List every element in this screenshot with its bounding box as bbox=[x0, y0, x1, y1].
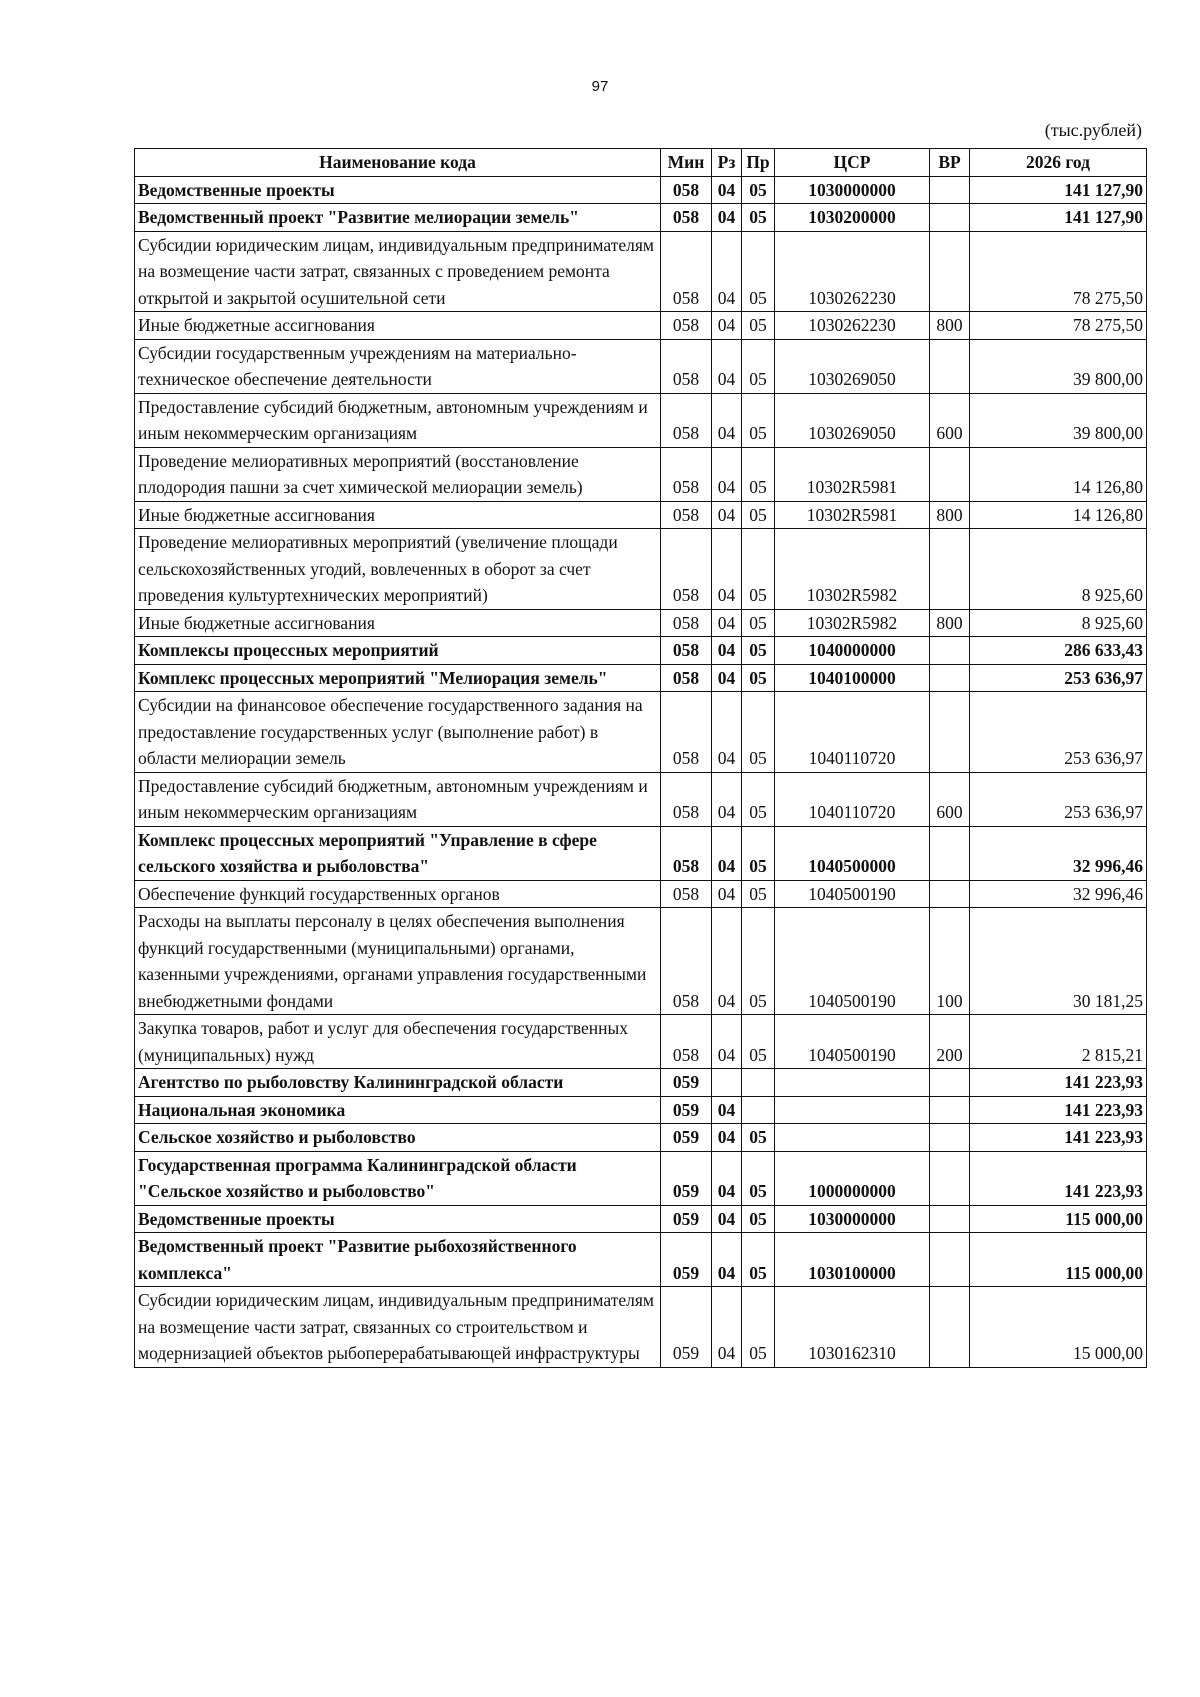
table-row bbox=[135, 609, 1147, 637]
cell-csr: 1030262230 bbox=[775, 312, 930, 340]
header-min: Мин bbox=[661, 149, 712, 177]
cell-pr: 05 bbox=[742, 1233, 775, 1287]
cell-rz: 04 bbox=[712, 1124, 742, 1152]
table-row bbox=[135, 204, 1147, 232]
cell-name: Расходы на выплаты персоналу в целях обеспечения выполнения функций государственными (муниципальными) органами, казенными учреждениями, органами управления государственными внебюджетными фондами bbox=[135, 908, 661, 1015]
cell-min: 058 bbox=[661, 637, 712, 665]
table-row bbox=[135, 176, 1147, 204]
cell-sum: 8 925,60 bbox=[970, 609, 1147, 637]
cell-min: 058 bbox=[661, 204, 712, 232]
cell-csr: 10302R5982 bbox=[775, 529, 930, 610]
cell-pr: 05 bbox=[742, 772, 775, 826]
cell-vr: 600 bbox=[930, 393, 970, 447]
cell-pr: 05 bbox=[742, 880, 775, 908]
cell-min: 059 bbox=[661, 1205, 712, 1233]
cell-name: Предоставление субсидий бюджетным, автономным учреждениям и иным некоммерческим организациям bbox=[135, 393, 661, 447]
cell-name: Сельское хозяйство и рыболовство bbox=[135, 1124, 661, 1152]
cell-csr bbox=[775, 1096, 930, 1124]
cell-min: 058 bbox=[661, 664, 712, 692]
cell-sum: 253 636,97 bbox=[970, 664, 1147, 692]
cell-min: 059 bbox=[661, 1124, 712, 1152]
table-row bbox=[135, 692, 1147, 773]
cell-sum: 115 000,00 bbox=[970, 1205, 1147, 1233]
cell-min: 059 bbox=[661, 1151, 712, 1205]
cell-sum: 30 181,25 bbox=[970, 908, 1147, 1015]
cell-pr: 05 bbox=[742, 1124, 775, 1152]
cell-rz: 04 bbox=[712, 1287, 742, 1368]
cell-min: 058 bbox=[661, 908, 712, 1015]
cell-pr: 05 bbox=[742, 692, 775, 773]
cell-name: Ведомственные проекты bbox=[135, 176, 661, 204]
cell-rz: 04 bbox=[712, 529, 742, 610]
cell-name: Проведение мелиоративных мероприятий (увеличение площади сельскохозяйственных угодий, вовлеченных в оборот за счет проведения культуртехнических мероприятий) bbox=[135, 529, 661, 610]
cell-sum: 78 275,50 bbox=[970, 312, 1147, 340]
cell-name: Субсидии юридическим лицам, индивидуальным предпринимателям на возмещение части затрат, связанных с проведением ремонта открытой и закрытой осушительной сети bbox=[135, 231, 661, 312]
table-row bbox=[135, 1205, 1147, 1233]
cell-sum: 2 815,21 bbox=[970, 1015, 1147, 1069]
table-row bbox=[135, 1096, 1147, 1124]
cell-csr: 1040500190 bbox=[775, 908, 930, 1015]
cell-rz: 04 bbox=[712, 339, 742, 393]
cell-sum: 14 126,80 bbox=[970, 501, 1147, 529]
cell-min: 058 bbox=[661, 1015, 712, 1069]
cell-csr: 10302R5982 bbox=[775, 609, 930, 637]
cell-csr: 1040500190 bbox=[775, 1015, 930, 1069]
cell-min: 058 bbox=[661, 231, 712, 312]
cell-name: Комплексы процессных мероприятий bbox=[135, 637, 661, 665]
cell-vr: 800 bbox=[930, 312, 970, 340]
cell-csr: 1040500190 bbox=[775, 880, 930, 908]
cell-sum: 39 800,00 bbox=[970, 393, 1147, 447]
cell-pr bbox=[742, 1096, 775, 1124]
cell-pr: 05 bbox=[742, 231, 775, 312]
cell-rz: 04 bbox=[712, 637, 742, 665]
cell-rz bbox=[712, 1069, 742, 1097]
table-row bbox=[135, 664, 1147, 692]
cell-min: 059 bbox=[661, 1287, 712, 1368]
cell-vr bbox=[930, 664, 970, 692]
cell-min: 058 bbox=[661, 826, 712, 880]
cell-pr: 05 bbox=[742, 826, 775, 880]
cell-vr bbox=[930, 826, 970, 880]
cell-min: 058 bbox=[661, 447, 712, 501]
cell-vr bbox=[930, 1151, 970, 1205]
cell-vr bbox=[930, 204, 970, 232]
cell-csr: 1040110720 bbox=[775, 772, 930, 826]
cell-vr bbox=[930, 529, 970, 610]
cell-name: Иные бюджетные ассигнования bbox=[135, 312, 661, 340]
cell-sum: 8 925,60 bbox=[970, 529, 1147, 610]
cell-csr: 10302R5981 bbox=[775, 447, 930, 501]
cell-vr: 800 bbox=[930, 609, 970, 637]
cell-pr: 05 bbox=[742, 501, 775, 529]
cell-csr: 1030262230 bbox=[775, 231, 930, 312]
table-row bbox=[135, 501, 1147, 529]
cell-min: 058 bbox=[661, 393, 712, 447]
cell-min: 058 bbox=[661, 529, 712, 610]
cell-pr: 05 bbox=[742, 447, 775, 501]
header-rz: Рз bbox=[712, 149, 742, 177]
cell-sum: 15 000,00 bbox=[970, 1287, 1147, 1368]
cell-rz: 04 bbox=[712, 880, 742, 908]
table-row bbox=[135, 312, 1147, 340]
cell-csr: 1030269050 bbox=[775, 393, 930, 447]
cell-sum: 141 127,90 bbox=[970, 176, 1147, 204]
table-row bbox=[135, 1069, 1147, 1097]
cell-vr: 800 bbox=[930, 501, 970, 529]
table-row bbox=[135, 529, 1147, 610]
cell-name: Субсидии на финансовое обеспечение государственного задания на предоставление государственных услуг (выполнение работ) в области мелиорации земель bbox=[135, 692, 661, 773]
cell-csr: 1040000000 bbox=[775, 637, 930, 665]
cell-name: Обеспечение функций государственных органов bbox=[135, 880, 661, 908]
cell-name: Комплекс процессных мероприятий "Управление в сфере сельского хозяйства и рыболовства" bbox=[135, 826, 661, 880]
cell-pr bbox=[742, 1069, 775, 1097]
cell-sum: 115 000,00 bbox=[970, 1233, 1147, 1287]
cell-rz: 04 bbox=[712, 204, 742, 232]
cell-pr: 05 bbox=[742, 529, 775, 610]
cell-sum: 32 996,46 bbox=[970, 880, 1147, 908]
cell-name: Субсидии государственным учреждениям на материально-техническое обеспечение деятельности bbox=[135, 339, 661, 393]
cell-sum: 141 223,93 bbox=[970, 1096, 1147, 1124]
cell-sum: 253 636,97 bbox=[970, 772, 1147, 826]
cell-rz: 04 bbox=[712, 393, 742, 447]
table-row bbox=[135, 1287, 1147, 1368]
cell-pr: 05 bbox=[742, 609, 775, 637]
cell-rz: 04 bbox=[712, 664, 742, 692]
cell-pr: 05 bbox=[742, 204, 775, 232]
cell-vr bbox=[930, 339, 970, 393]
table-row bbox=[135, 826, 1147, 880]
cell-sum: 286 633,43 bbox=[970, 637, 1147, 665]
cell-csr: 1030162310 bbox=[775, 1287, 930, 1368]
cell-pr: 05 bbox=[742, 637, 775, 665]
cell-rz: 04 bbox=[712, 609, 742, 637]
cell-vr bbox=[930, 1096, 970, 1124]
cell-name: Предоставление субсидий бюджетным, автономным учреждениям и иным некоммерческим организациям bbox=[135, 772, 661, 826]
cell-name: Иные бюджетные ассигнования bbox=[135, 501, 661, 529]
table-row bbox=[135, 772, 1147, 826]
cell-rz: 04 bbox=[712, 176, 742, 204]
cell-pr: 05 bbox=[742, 908, 775, 1015]
cell-min: 058 bbox=[661, 501, 712, 529]
cell-vr: 100 bbox=[930, 908, 970, 1015]
cell-name: Ведомственный проект "Развитие мелиорации земель" bbox=[135, 204, 661, 232]
cell-csr: 1000000000 bbox=[775, 1151, 930, 1205]
table-row bbox=[135, 637, 1147, 665]
cell-rz: 04 bbox=[712, 501, 742, 529]
cell-pr: 05 bbox=[742, 393, 775, 447]
cell-min: 058 bbox=[661, 772, 712, 826]
cell-rz: 04 bbox=[712, 908, 742, 1015]
cell-rz: 04 bbox=[712, 1205, 742, 1233]
cell-name: Ведомственные проекты bbox=[135, 1205, 661, 1233]
header-csr: ЦСР bbox=[775, 149, 930, 177]
cell-pr: 05 bbox=[742, 1287, 775, 1368]
cell-vr bbox=[930, 231, 970, 312]
header-sum: 2026 год bbox=[970, 149, 1147, 177]
cell-sum: 78 275,50 bbox=[970, 231, 1147, 312]
cell-csr: 1030100000 bbox=[775, 1233, 930, 1287]
table-row bbox=[135, 1124, 1147, 1152]
cell-csr: 1030269050 bbox=[775, 339, 930, 393]
table-row bbox=[135, 1233, 1147, 1287]
cell-csr: 1040110720 bbox=[775, 692, 930, 773]
cell-name: Комплекс процессных мероприятий "Мелиорация земель" bbox=[135, 664, 661, 692]
cell-min: 059 bbox=[661, 1233, 712, 1287]
cell-csr: 1040100000 bbox=[775, 664, 930, 692]
cell-rz: 04 bbox=[712, 312, 742, 340]
page-number: 97 bbox=[591, 78, 609, 95]
cell-pr: 05 bbox=[742, 1151, 775, 1205]
cell-vr bbox=[930, 1069, 970, 1097]
table-row bbox=[135, 393, 1147, 447]
cell-csr: 1030200000 bbox=[775, 204, 930, 232]
cell-vr: 200 bbox=[930, 1015, 970, 1069]
budget-table bbox=[134, 148, 1147, 1368]
cell-rz: 04 bbox=[712, 447, 742, 501]
cell-pr: 05 bbox=[742, 1015, 775, 1069]
cell-sum: 14 126,80 bbox=[970, 447, 1147, 501]
cell-sum: 141 223,93 bbox=[970, 1151, 1147, 1205]
cell-csr bbox=[775, 1069, 930, 1097]
cell-sum: 141 127,90 bbox=[970, 204, 1147, 232]
cell-name: Закупка товаров, работ и услуг для обеспечения государственных (муниципальных) нужд bbox=[135, 1015, 661, 1069]
cell-vr bbox=[930, 1233, 970, 1287]
table-row bbox=[135, 339, 1147, 393]
cell-name: Агентство по рыболовству Калининградской области bbox=[135, 1069, 661, 1097]
cell-rz: 04 bbox=[712, 772, 742, 826]
table-body bbox=[135, 176, 1147, 1367]
cell-vr bbox=[930, 880, 970, 908]
table-row bbox=[135, 1151, 1147, 1205]
table-row bbox=[135, 231, 1147, 312]
cell-vr bbox=[930, 1205, 970, 1233]
table-row bbox=[135, 1015, 1147, 1069]
cell-min: 059 bbox=[661, 1069, 712, 1097]
cell-vr bbox=[930, 1287, 970, 1368]
cell-name: Ведомственный проект "Развитие рыбохозяйственного комплекса" bbox=[135, 1233, 661, 1287]
cell-min: 058 bbox=[661, 176, 712, 204]
cell-rz: 04 bbox=[712, 1015, 742, 1069]
cell-pr: 05 bbox=[742, 664, 775, 692]
cell-csr: 10302R5981 bbox=[775, 501, 930, 529]
cell-vr bbox=[930, 176, 970, 204]
cell-rz: 04 bbox=[712, 1151, 742, 1205]
header-pr: Пр bbox=[742, 149, 775, 177]
cell-pr: 05 bbox=[742, 339, 775, 393]
cell-rz: 04 bbox=[712, 231, 742, 312]
cell-name: Иные бюджетные ассигнования bbox=[135, 609, 661, 637]
cell-sum: 141 223,93 bbox=[970, 1124, 1147, 1152]
cell-name: Национальная экономика bbox=[135, 1096, 661, 1124]
cell-min: 058 bbox=[661, 312, 712, 340]
cell-vr bbox=[930, 1124, 970, 1152]
cell-rz: 04 bbox=[712, 692, 742, 773]
cell-min: 058 bbox=[661, 880, 712, 908]
cell-vr: 600 bbox=[930, 772, 970, 826]
cell-pr: 05 bbox=[742, 312, 775, 340]
header-name: Наименование кода bbox=[135, 149, 661, 177]
cell-csr: 1030000000 bbox=[775, 1205, 930, 1233]
cell-name: Субсидии юридическим лицам, индивидуальным предпринимателям на возмещение части затрат, связанных со строительством и модернизацией объектов рыбоперерабатывающей инфраструктуры bbox=[135, 1287, 661, 1368]
table-row bbox=[135, 447, 1147, 501]
cell-rz: 04 bbox=[712, 1096, 742, 1124]
units-label: (тыс.рублей) bbox=[1044, 120, 1142, 140]
table-row bbox=[135, 880, 1147, 908]
cell-sum: 141 223,93 bbox=[970, 1069, 1147, 1097]
cell-pr: 05 bbox=[742, 1205, 775, 1233]
cell-rz: 04 bbox=[712, 826, 742, 880]
cell-pr: 05 bbox=[742, 176, 775, 204]
cell-vr bbox=[930, 447, 970, 501]
cell-sum: 32 996,46 bbox=[970, 826, 1147, 880]
cell-sum: 253 636,97 bbox=[970, 692, 1147, 773]
cell-min: 059 bbox=[661, 1096, 712, 1124]
cell-vr bbox=[930, 637, 970, 665]
cell-vr bbox=[930, 692, 970, 773]
cell-name: Проведение мелиоративных мероприятий (восстановление плодородия пашни за счет химической мелиорации земель) bbox=[135, 447, 661, 501]
cell-name: Государственная программа Калининградской области "Сельское хозяйство и рыболовство" bbox=[135, 1151, 661, 1205]
cell-csr bbox=[775, 1124, 930, 1152]
cell-min: 058 bbox=[661, 609, 712, 637]
cell-min: 058 bbox=[661, 339, 712, 393]
table-header-row bbox=[135, 149, 1147, 177]
cell-csr: 1040500000 bbox=[775, 826, 930, 880]
cell-sum: 39 800,00 bbox=[970, 339, 1147, 393]
cell-rz: 04 bbox=[712, 1233, 742, 1287]
cell-min: 058 bbox=[661, 692, 712, 773]
table-row bbox=[135, 908, 1147, 1015]
cell-csr: 1030000000 bbox=[775, 176, 930, 204]
header-vr: ВР bbox=[930, 149, 970, 177]
